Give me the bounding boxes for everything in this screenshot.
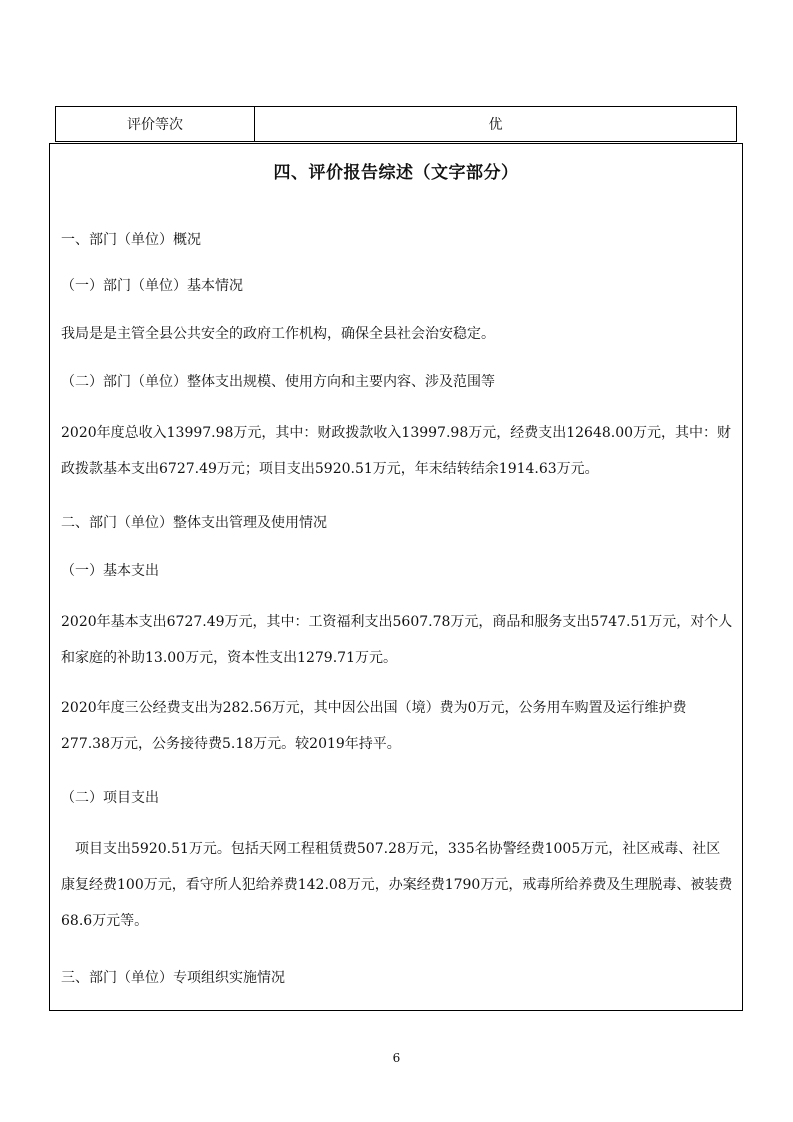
subheading-basic-info: （一）部门（单位）基本情况 [61, 278, 243, 294]
subheading-overall-expenditure: （二）部门（单位）整体支出规模、使用方向和主要内容、涉及范围等 [61, 374, 495, 390]
heading-expenditure-management: 二、部门（单位）整体支出管理及使用情况 [61, 515, 327, 531]
rating-value: 优 [488, 117, 503, 133]
report-summary-box [49, 143, 743, 1011]
subheading-basic-expenditure: （一）基本支出 [61, 563, 159, 579]
section-title: 四、评价报告综述（文字部分） [273, 163, 519, 183]
paragraph-basic-expenditure: 2020年基本支出6727.49万元，其中：工资福利支出5607.78万元，商品和服务支出5747.51万元，对个人和家庭的补助13.00万元，资本性支出1279.71万元。 [61, 614, 733, 666]
page-number: 6 [392, 1051, 401, 1065]
rating-label: 评价等次 [56, 107, 255, 141]
paragraph-overall-expenditure: 2020年度总收入13997.98万元，其中：财政拨款收入13997.98万元，经费支出12648.00万元，其中：财政拨款基本支出6727.49万元；项目支出5920.51万元，年末结转结余1914.63万元。 [61, 425, 732, 477]
paragraph-project-expenditure: 项目支出5920.51万元。包括天网工程租赁费507.28万元，335名协警经费1005万元，社区戒毒、社区康复经费100万元，看守所人犯给养费142.08万元，办案经费1790万元，戒毒所给养费及生理脱毒、被装费68.6万元等。 [61, 841, 733, 929]
rating-table [55, 106, 737, 142]
paragraph-basic-info: 我局是是主管全县公共安全的政府工作机构，确保全县社会治安稳定。 [61, 326, 495, 342]
heading-department-overview: 一、部门（单位）概况 [61, 232, 201, 248]
subheading-project-expenditure: （二）项目支出 [61, 790, 159, 806]
heading-special-implementation: 三、部门（单位）专项组织实施情况 [61, 970, 285, 986]
paragraph-three-public-expenses: 2020年度三公经费支出为282.56万元，其中因公出国（境）费为0万元，公务用车购置及运行维护费277.38万元，公务接待费5.18万元。较2019年持平。 [61, 700, 687, 752]
